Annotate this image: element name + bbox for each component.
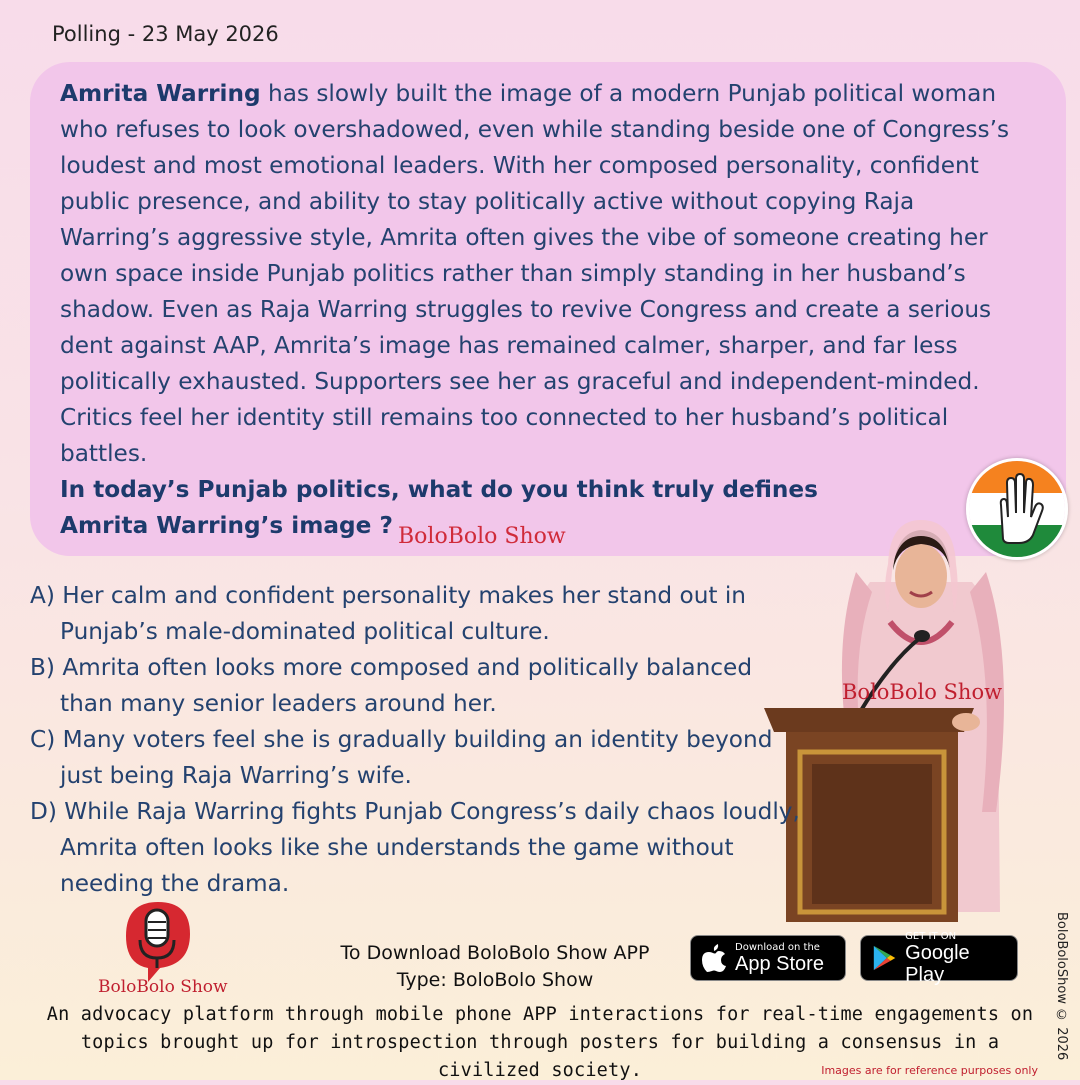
option-d[interactable]: D) While Raja Warring fights Punjab Congress’s daily chaos loudly, Amrita often looks like she understands the game without needing the drama. [30, 798, 800, 897]
watermark-text-image: BoloBolo Show [842, 680, 1003, 704]
subject-name: Amrita Warring [60, 80, 261, 107]
image-disclaimer: Images are for reference purposes only [821, 1064, 1038, 1077]
option-b[interactable]: B) Amrita often looks more composed and politically balanced than many senior leaders around her. [30, 654, 753, 717]
platform-tagline: An advocacy platform through mobile phone APP interactions for real-time engagements on topics brought up for introspection through posters for building a consensus in a civilized society. [46, 1004, 1034, 1081]
download-instructions [330, 940, 660, 994]
poll-options [30, 578, 810, 902]
intro-paragraph [60, 76, 1030, 472]
download-line-1: To Download BoloBolo Show APP [340, 942, 650, 964]
poll-date: Polling - 23 May 2026 [52, 22, 279, 46]
copyright-notice: BoloBoloShow © 2026 [1054, 912, 1069, 1061]
option-a[interactable]: A) Her calm and confident personality makes her stand out in Punjab’s male-dominated political culture. [30, 582, 747, 645]
google-play-big-label: Google Play [905, 941, 970, 986]
footer-logo-text: BoloBolo Show [98, 977, 228, 997]
app-store-button[interactable] [690, 935, 846, 981]
intro-text: has slowly built the image of a modern Punjab political woman who refuses to look overshadowed, even while standing beside one of Congress’s loudest and most emotional leaders. With her composed personality, confident public presence, and ability to stay politically active without copying Raja Warring’s aggressive style, Amrita often gives the vibe of someone creating her own space inside Punjab politics rather than simply standing in her husband’s shadow. Even as Raja Warring struggles to revive Congress and create a serious dent against AAP, Amrita’s image has remained calmer, sharper, and far less politically exhausted. Supporters see her as graceful and independent-minded. Critics feel her identity still remains too connected to her husband’s political battles. [60, 80, 1010, 467]
google-play-icon [871, 943, 897, 973]
app-store-small-label: Download on the [735, 941, 820, 953]
app-store-big-label: App Store [735, 952, 824, 975]
option-c[interactable]: C) Many voters feel she is gradually building an identity beyond just being Raja Warring’s wife. [30, 726, 773, 789]
apple-icon [701, 943, 727, 973]
google-play-button[interactable] [860, 930, 1018, 986]
description-card [30, 62, 1066, 556]
watermark-text: BoloBolo Show [398, 524, 566, 549]
download-line-2: Type: BoloBolo Show [396, 969, 594, 991]
google-play-small-label: GET IT ON [905, 930, 957, 942]
poll-question: In today’s Punjab politics, what do you think truly defines Amrita Warring’s image ? [60, 476, 818, 539]
